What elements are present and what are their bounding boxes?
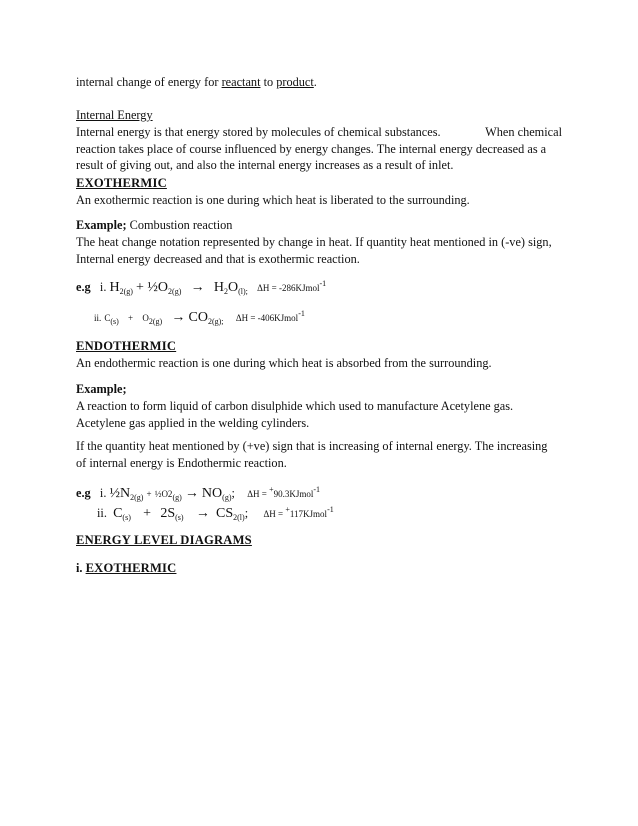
reaction-arrow: → [195,506,210,521]
energy-level-heading: ENERGY LEVEL DIAGRAMS [76,533,252,547]
internal-energy-line-3: result of giving out, and also the internal energy increases as a result of inlet. [76,158,454,173]
internal-energy-heading: Internal Energy [76,108,153,122]
product-word: product [276,75,314,89]
endothermic-equation-2: ii. $C_{(s)}$ + $2S_{(s)}$ → $CS_{2(l)}$; ΔH = +117KJmol$^{-1}$ [97,505,334,522]
notation-line-2: Internal energy decreased and that is exothermic reaction. [76,251,360,266]
enthalpy-value: ΔH = [247,489,270,499]
energy-level-section [76,532,562,549]
exothermic-equation-1: e.g i. $H_{2(g)}$ + $\frac{1}{2}O_{2(g)}$ → $H_2O_{(l);}$ ΔH = -286KJmol$^{-1}$ [76,279,327,296]
intro-paragraph [76,74,562,91]
endothermic-example-line-1: A reaction to form liquid of carbon disulphide which used to manufacture Acetylene gas. [76,398,514,413]
endothermic-para-line-1: If the quantity heat mentioned by (+ve) sign that is increasing of internal energy. The increasing [76,439,548,453]
exothermic-equation-2: ii. $C_{(s)}$ + $O_{2(g)}$ → $CO_{2(g);}$ ΔH = -406KJmol$^{-1}$ [94,309,305,326]
exothermic-subheading: EXOTHERMIC [85,561,177,575]
endothermic-heading: ENDOTHERMIC [76,339,177,353]
subsection-number: i. [76,561,83,575]
notation-line-1: The heat change notation represented by change in heat. If quantity heat mentioned in (-ve) sign, [76,234,552,249]
intro-text-mid: to [260,75,277,89]
eg-label: e.g [76,280,91,294]
enthalpy-value: ΔH = [263,509,286,519]
exothermic-heading: EXOTHERMIC [76,176,167,190]
enthalpy-value: ΔH = -406KJmol [235,313,299,323]
reaction-arrow: → [184,486,199,501]
exothermic-example [76,217,562,267]
enthalpy-value: ΔH = -286KJmol [257,283,320,293]
reaction-arrow: → [190,280,205,295]
reactant-word: reactant [221,75,261,89]
endothermic-example [76,381,562,431]
internal-energy-line-1: Internal energy is that energy stored by molecules of chemical substances. When chemical [76,124,562,139]
example-text: Combustion reaction [126,218,233,232]
example-label: Example; [76,218,127,232]
exothermic-section [76,175,562,209]
endothermic-example-line-2: Acetylene gas applied in the welding cylinders. [76,415,310,430]
endothermic-equation-1: e.g i. $\frac{1}{2}N_{2(g)}$ + $\frac{1}{2}O2_{(g)} \to NO_{(g)}$; ΔH = +90.3KJmol$^{-1}$ [76,485,321,502]
energy-level-subsection [76,560,562,577]
reaction-arrow: → [171,310,186,325]
internal-energy-section [76,107,562,174]
example-label: Example; [76,382,127,396]
endothermic-section [76,338,562,372]
eg-label: e.g [76,486,91,500]
intro-text-end: . [313,75,317,89]
intro-text: internal change of energy for [76,75,222,89]
exothermic-definition: An exothermic reaction is one during which heat is liberated to the surrounding. [76,192,470,207]
endothermic-para-line-2: of internal energy is Endothermic reaction. [76,455,287,470]
internal-energy-line-2: reaction takes place of course influenced by energy changes. The internal energy decreased as a [76,141,547,156]
endothermic-definition: An endothermic reaction is one during which heat is absorbed from the surrounding. [76,355,492,370]
endothermic-paragraph [76,438,562,472]
